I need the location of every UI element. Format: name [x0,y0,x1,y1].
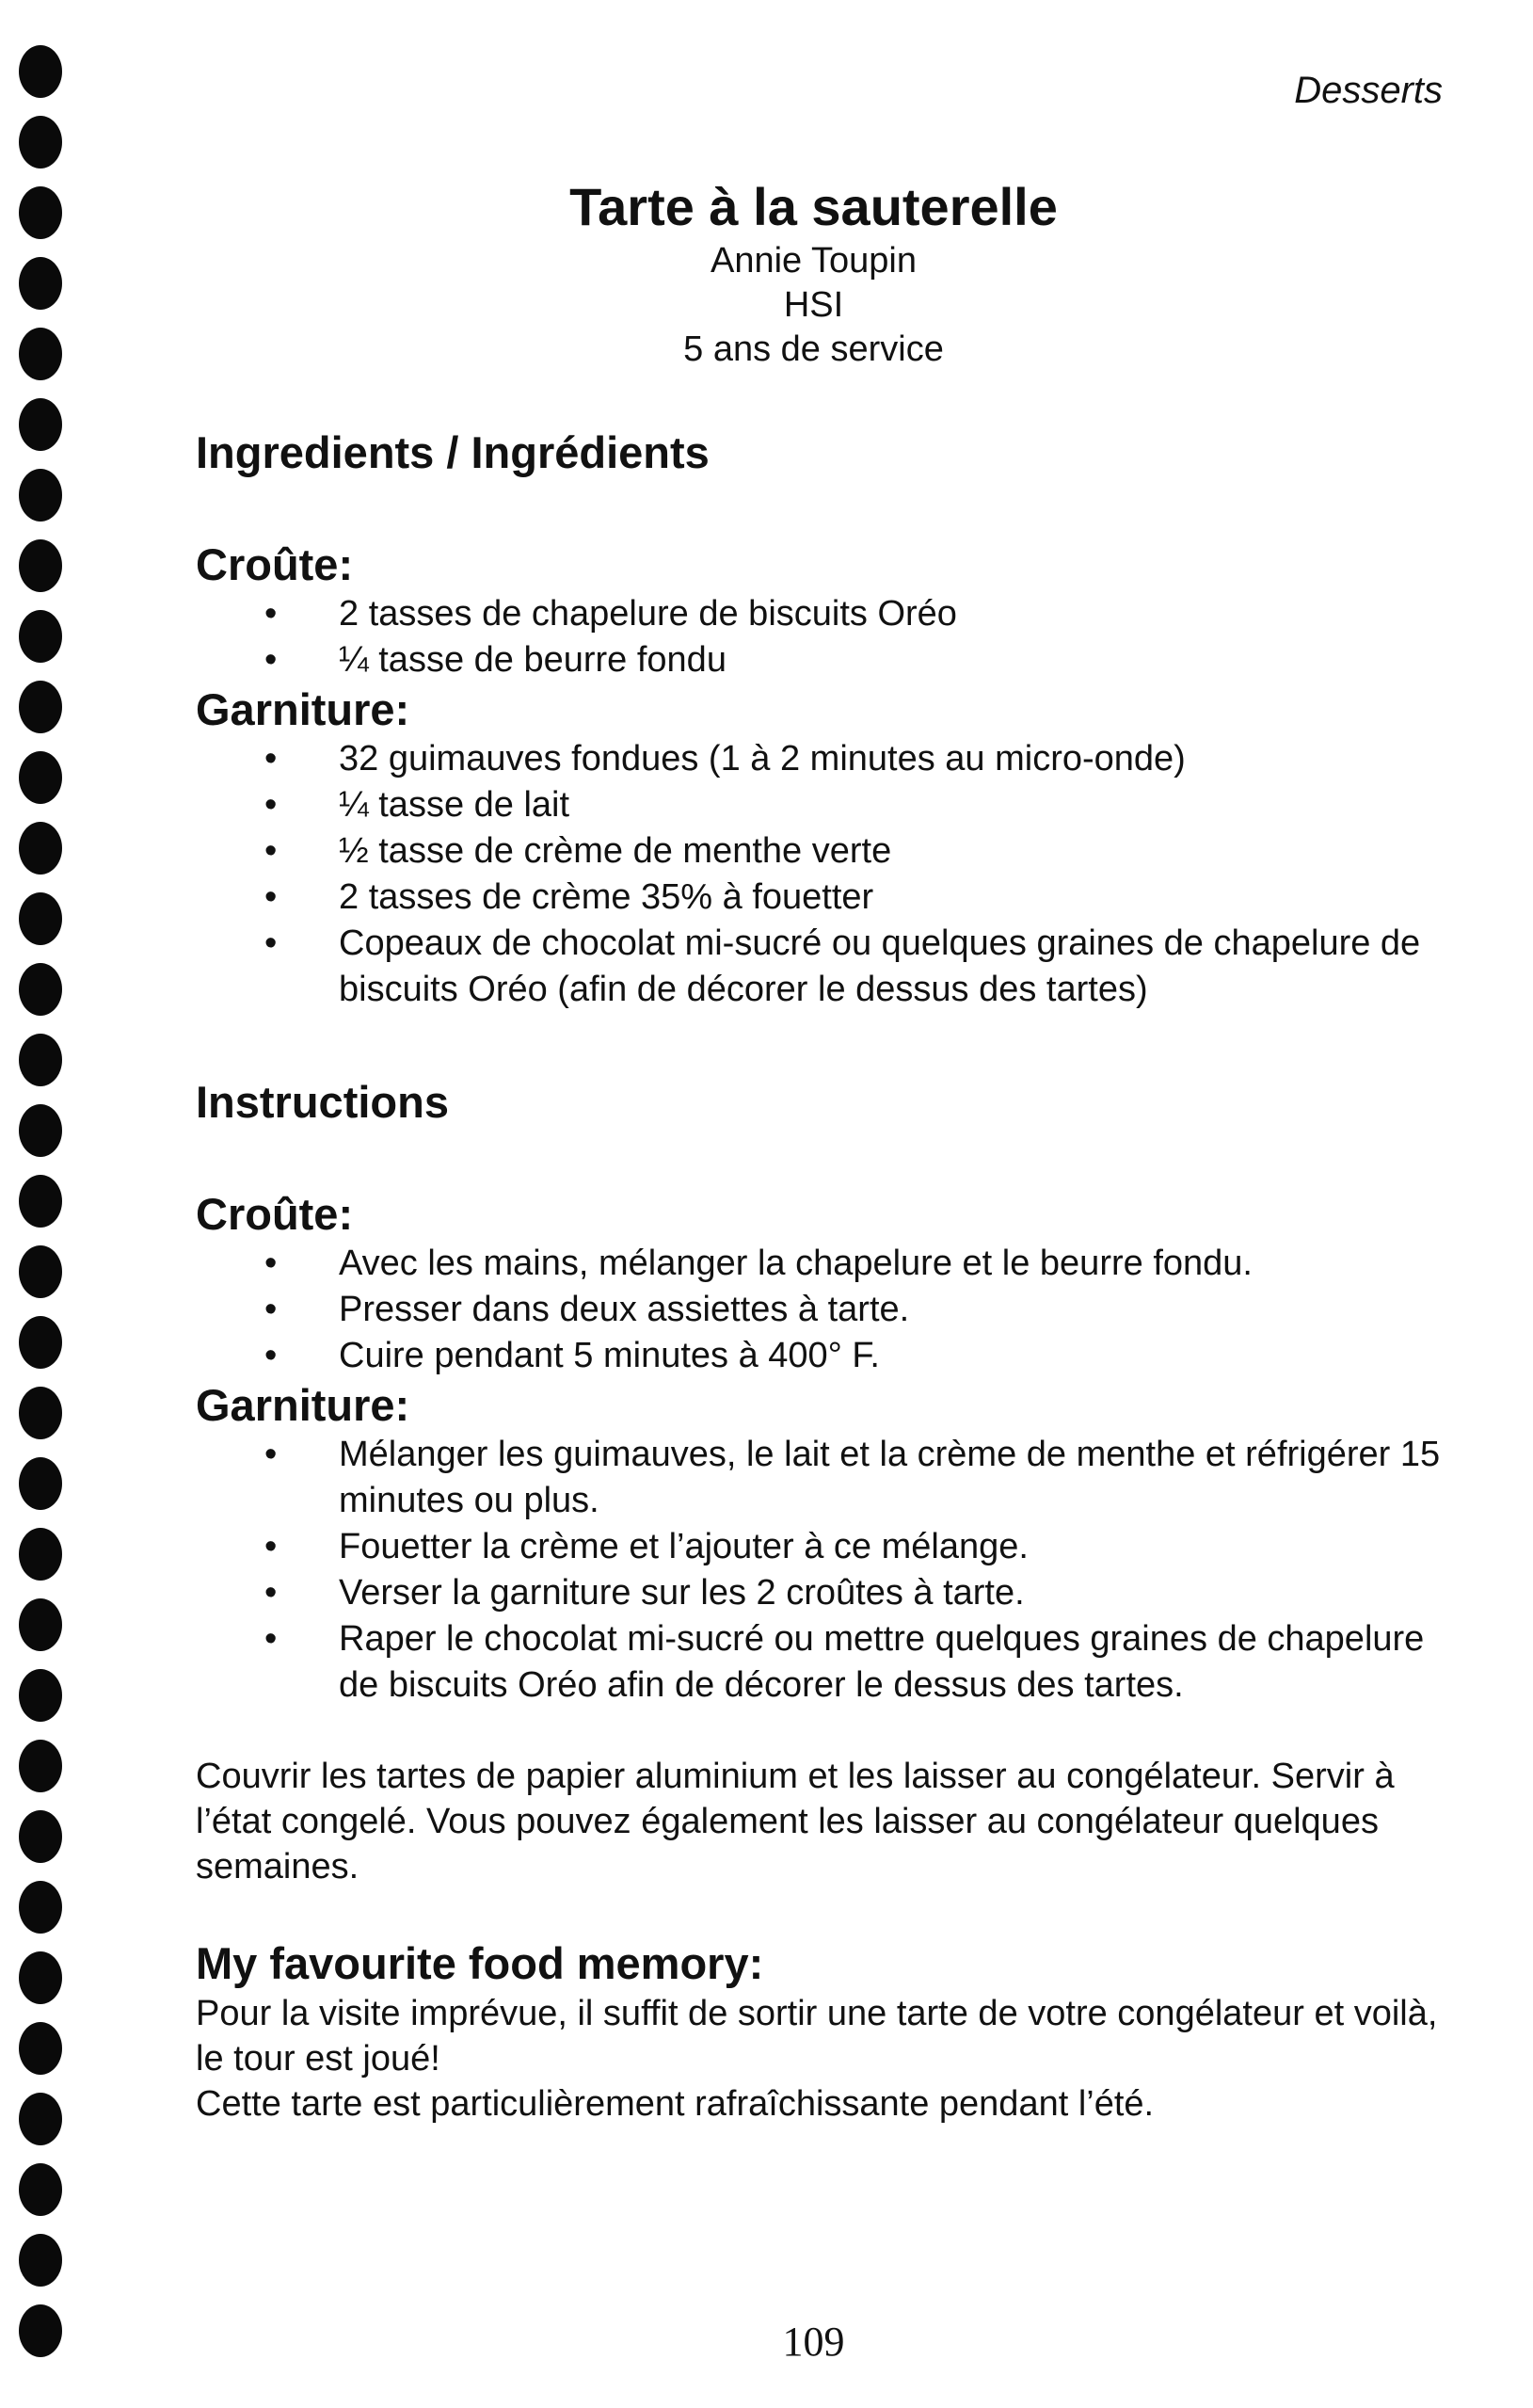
binding-hole [19,751,62,804]
binding-hole [19,1598,62,1651]
binding-hole [19,1034,62,1086]
list-item: • 2 tasses de chapelure de biscuits Oréo [264,594,957,634]
list-item: • Fouetter la crème et l’ajouter à ce mélange. [264,1527,1029,1566]
instructions-filling-label: Garniture: [196,1380,410,1430]
binding-hole [19,1740,62,1792]
binding-hole [19,398,62,451]
section-label: Desserts [1294,70,1443,111]
instructions-crust-label: Croûte: [196,1189,354,1239]
binding-hole [19,1810,62,1863]
memory-line: Pour la visite imprévue, il suffit de sortir une tarte de votre congélateur et voilà, le tour est joué! [196,1994,1438,2079]
binding-hole [19,681,62,733]
binding-hole [19,963,62,1016]
binding-hole [19,539,62,592]
ingredients-crust-list [196,591,1447,683]
binding-hole [19,469,62,522]
list-item: • ¼ tasse de beurre fondu [264,640,727,680]
binding-hole [19,1316,62,1369]
binding-hole [19,822,62,875]
list-item: • Presser dans deux assiettes à tarte. [264,1290,910,1329]
recipe-department: HSI [783,285,844,325]
recipe-service: 5 ans de service [683,329,944,369]
memory-heading: My favourite food memory: [196,1938,764,1988]
list-item: • Verser la garniture sur les 2 croûtes à tarte. [264,1573,1025,1613]
instructions-filling-list [196,1432,1447,1709]
list-item: • Avec les mains, mélanger la chapelure et le beurre fondu. [264,1244,1253,1283]
binding-hole [19,892,62,945]
list-item: • Copeaux de chocolat mi-sucré ou quelques graines de chapelure de biscuits Oréo (afin de décorer le dessus des tartes) [264,923,1421,1009]
binding-hole [19,116,62,169]
ingredients-filling-label: Garniture: [196,684,410,734]
binding-hole [19,1387,62,1439]
page-number: 109 [782,2319,845,2365]
list-item: • ¼ tasse de lait [264,785,570,825]
recipe-header [0,175,1533,372]
binding-hole [19,1881,62,1934]
list-item: • Mélanger les guimauves, le lait et la crème de menthe et réfrigérer 15 minutes ou plus. [264,1435,1441,1520]
binding-hole [19,1245,62,1298]
binding-hole [19,1528,62,1581]
recipe-title: Tarte à la sauterelle [569,177,1058,236]
binding-hole [19,1175,62,1228]
binding-hole [19,2234,62,2287]
recipe-author: Annie Toupin [710,241,918,281]
list-item: • Cuire pendant 5 minutes à 400° F. [264,1336,880,1375]
binding-hole [19,1457,62,1510]
ingredients-crust-label: Croûte: [196,539,354,589]
memory-line: Cette tarte est particulièrement rafraîchissante pendant l’été. [196,2084,1155,2124]
freezer-note: Couvrir les tartes de papier aluminium et les laisser au congélateur. Servir à l’état congelé. Vous pouvez également les laisser au congélateur quelques semaines. [196,1757,1395,1886]
binding-hole [19,1669,62,1722]
binding-hole [19,2093,62,2145]
binding-hole [19,2022,62,2075]
binding-hole [19,45,62,98]
instructions-crust-list [196,1241,1447,1379]
binding-hole [19,2163,62,2216]
recipe-body [196,425,1447,2127]
list-item: • 32 guimauves fondues (1 à 2 minutes au micro-onde) [264,739,1186,779]
list-item: • Raper le chocolat mi-sucré ou mettre quelques graines de chapelure de biscuits Oréo afin de décorer le dessus des tartes. [264,1619,1425,1705]
binding-hole [19,1104,62,1157]
binding-hole [19,1951,62,2004]
ingredients-heading: Ingredients / Ingrédients [196,427,710,477]
binding-hole [19,610,62,663]
ingredients-filling-list [196,736,1447,1013]
instructions-heading: Instructions [196,1077,449,1127]
list-item: • 2 tasses de crème 35% à fouetter [264,877,874,917]
list-item: • ½ tasse de crème de menthe verte [264,831,892,871]
